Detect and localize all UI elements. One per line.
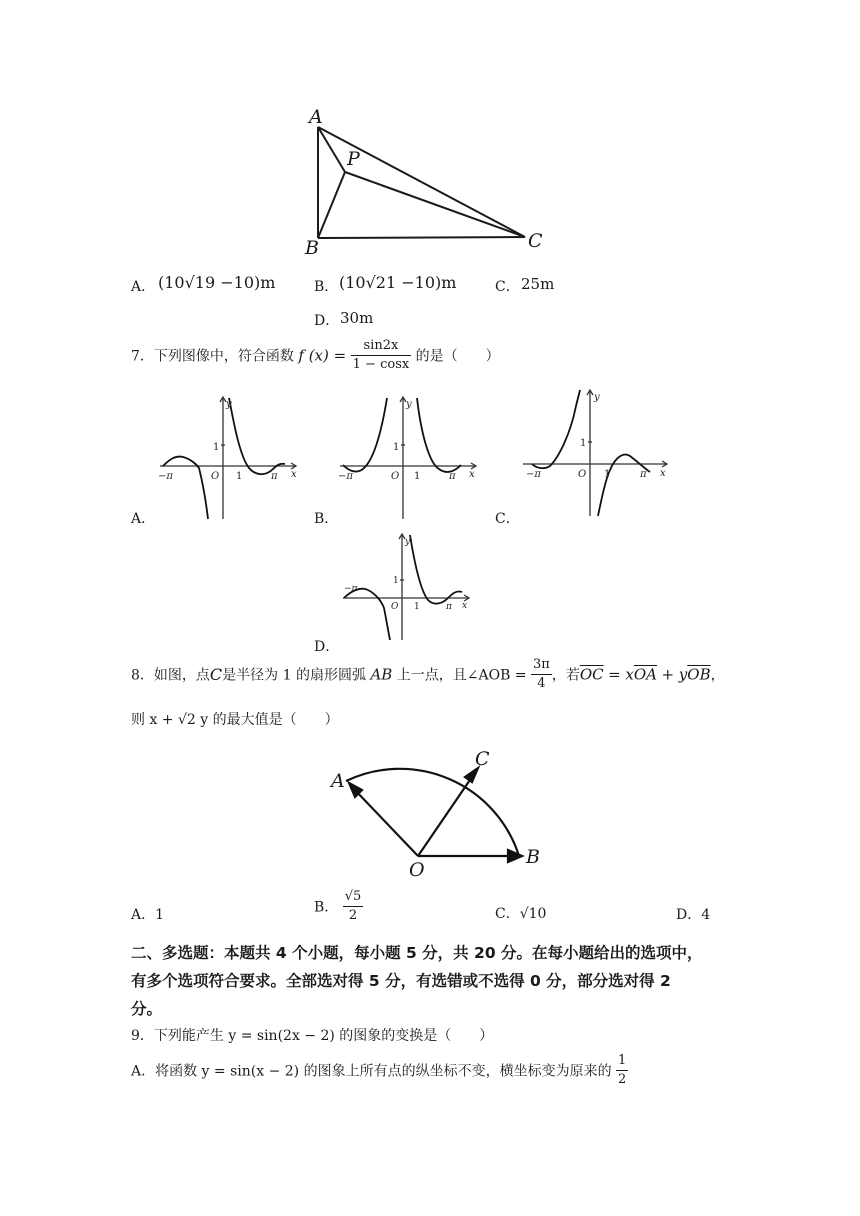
q7c-neg-pi: −π <box>526 469 541 480</box>
q7d-origin: O <box>391 602 399 612</box>
q7c-one-x: 1 <box>604 469 611 480</box>
q7b-origin: O <box>391 471 400 482</box>
q8-fig-label-b: B <box>526 846 540 868</box>
section2-line1: 二、多选题：本题共 4 个小题，每小题 5 分，共 20 分。在每小题给出的选项中， <box>131 944 703 962</box>
q7d-x-label: x <box>462 601 468 611</box>
q8-vec-oa: $\overline{OA}$ <box>633 665 657 684</box>
q9-option-a-fraction <box>616 1052 628 1089</box>
q7a-one-x: 1 <box>236 471 243 482</box>
q7-fraction-numerator: sin2x <box>351 337 412 356</box>
section2-line3: 分。 <box>131 1000 163 1018</box>
q6-option-a-letter: A． <box>131 279 156 295</box>
q6-option-a-text: (10√19 −10)m <box>158 273 276 292</box>
q8-angle-den: 4 <box>537 676 546 691</box>
q6-option-c-text: 25m <box>521 275 555 293</box>
q8-text-end: ， <box>710 667 725 684</box>
q7c-origin: O <box>578 469 587 480</box>
q9-option-a-text: A．将函数 y = sin(x − 2) 的图象上所有点的纵坐标不变，横坐标变为原来的 <box>131 1063 612 1080</box>
q7-function-name: f (x) = <box>298 346 347 365</box>
q8-option-b-fraction <box>343 888 364 925</box>
q8-angle-num: 3π <box>531 656 552 675</box>
q7d-one-y: 1 <box>393 576 399 586</box>
fig6-label-a: A <box>309 106 323 128</box>
q9-option-a <box>131 1052 628 1096</box>
q8-text-d: ，若 <box>551 667 580 684</box>
q6-option-b-text: (10√21 −10)m <box>339 273 457 292</box>
q8-eq2: + y <box>661 665 688 684</box>
q7-suffix: 的是（ ） <box>415 348 500 365</box>
q8-option-d: D．4 <box>676 907 711 923</box>
q7a-neg-pi: −π <box>158 471 173 482</box>
fig6-label-c: C <box>528 230 543 252</box>
q8-fig-label-a: A <box>331 770 345 792</box>
q8-option-b <box>314 888 363 932</box>
q7-label-d: D． <box>314 639 340 655</box>
q7-fraction-denominator: 1 − cosx <box>352 357 410 372</box>
q7a-y-label: y <box>226 399 232 410</box>
q7d-neg-pi: −π <box>344 584 358 594</box>
q7c-x-label: x <box>660 468 666 479</box>
q7a-x-label: x <box>291 469 297 480</box>
q7b-y-label: y <box>406 399 412 410</box>
q8-stem-line2: 则 x + √2 y 的最大值是（ ） <box>131 712 339 728</box>
q6-option-b-letter: B． <box>314 279 339 295</box>
q7b-pi: π <box>449 471 456 482</box>
q8-vec-oc: $\overline{OC}$ <box>579 665 604 684</box>
q8-option-b-num: √5 <box>343 888 364 907</box>
q8-text-c: 上一点，且∠AOB = <box>396 667 527 684</box>
q7d-y-label: y <box>405 537 411 547</box>
fig6-label-p: P <box>347 148 360 170</box>
q8-eq1: = x <box>608 665 634 684</box>
q7c-pi: π <box>640 469 647 480</box>
q7c-one-y: 1 <box>580 438 587 449</box>
q9-option-a-num: 1 <box>616 1052 628 1071</box>
q8-var-ab: AB <box>370 665 393 684</box>
q7-label-b: B． <box>314 511 339 527</box>
q6-option-d-letter: D． <box>314 313 340 329</box>
q8-fig-label-c: C <box>475 748 490 770</box>
q8-text-b: 是半径为 1 的扇形圆弧 <box>222 667 366 684</box>
q8-option-c: C．√10 <box>495 906 547 922</box>
q6-option-c-letter: C． <box>495 279 520 295</box>
q9-stem: 9．下列能产生 y = sin(2x − 2) 的图象的变换是（ ） <box>131 1028 494 1044</box>
q7b-one-y: 1 <box>393 442 400 453</box>
q7b-neg-pi: −π <box>338 471 353 482</box>
q7-prefix: 7．下列图像中，符合函数 <box>131 348 294 365</box>
q8-option-b-den: 2 <box>348 908 358 923</box>
q7-label-a: A． <box>131 511 156 527</box>
q7a-one-y: 1 <box>213 442 220 453</box>
q7d-pi: π <box>446 602 452 612</box>
q7d-one-x: 1 <box>414 602 420 612</box>
q8-option-b-letter: B． <box>314 899 339 916</box>
q7-label-c: C． <box>495 511 520 527</box>
q8-vec-ob: $\overline{OB}$ <box>687 665 711 684</box>
q8-text-a: 8．如图，点 <box>131 667 210 684</box>
q7c-y-label: y <box>594 392 600 403</box>
q6-option-d-text: 30m <box>340 309 374 327</box>
q8-fig-label-o: O <box>409 859 425 881</box>
fig6-label-b: B <box>305 237 319 259</box>
q8-var-c: C <box>209 665 223 684</box>
q9-option-a-den: 2 <box>618 1072 627 1087</box>
q7a-origin: O <box>211 471 220 482</box>
q7a-pi: π <box>271 471 278 482</box>
q8-option-a: A．1 <box>131 907 165 923</box>
q7b-one-x: 1 <box>414 471 421 482</box>
q7b-x-label: x <box>469 469 475 480</box>
section2-line2: 有多个选项符合要求。全部选对得 5 分，有选错或不选得 0 分，部分选对得 2 <box>131 972 671 990</box>
